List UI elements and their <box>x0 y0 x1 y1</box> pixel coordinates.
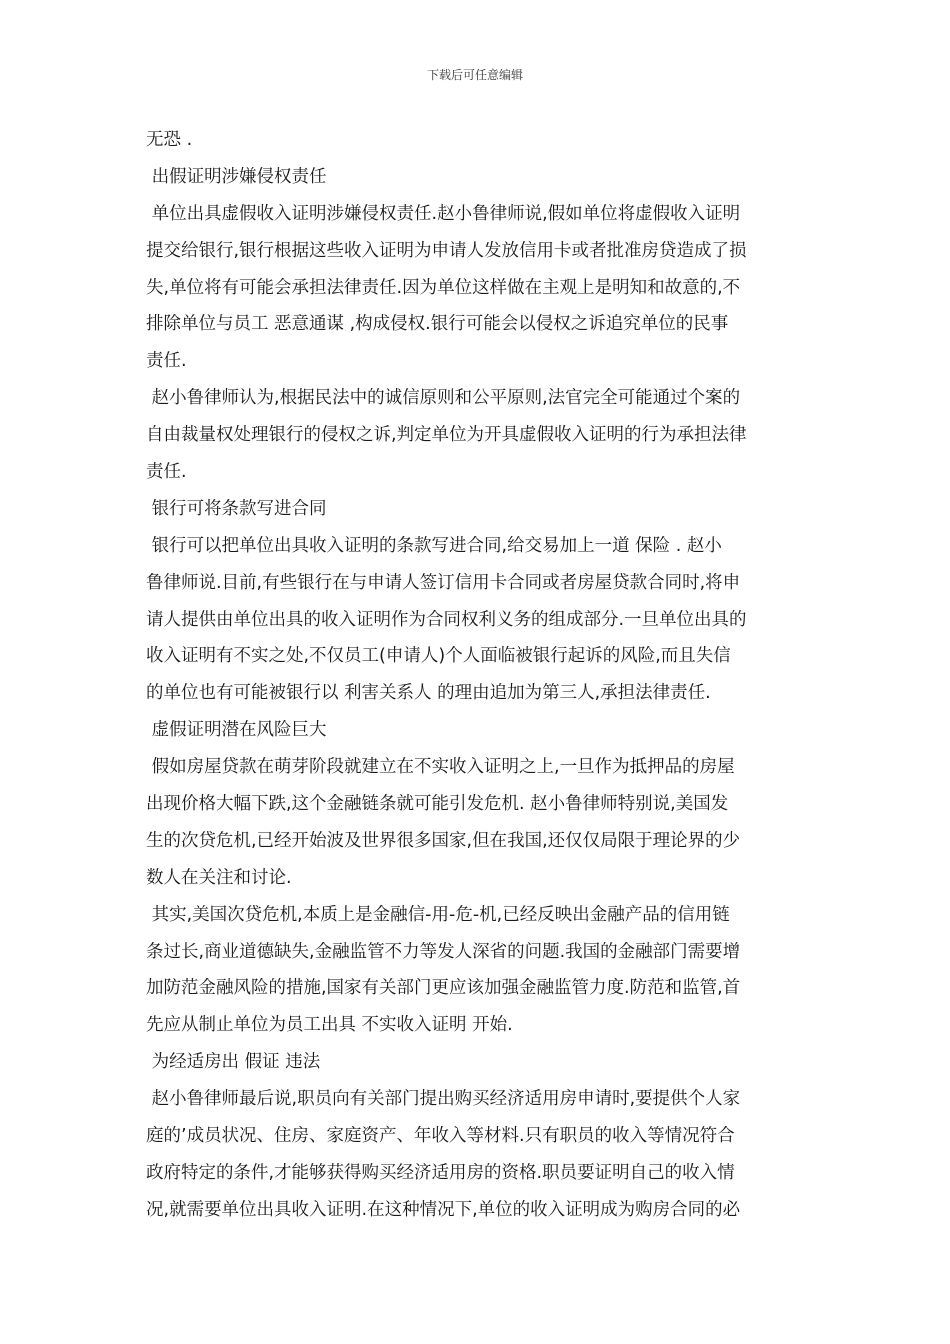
text-line: 赵小鲁律师最后说,职员向有关部门提出购买经济适用房申请时,要提供个人家 <box>146 1089 741 1110</box>
text-line: 政府特定的条件,才能够获得购买经济适用房的资格.职员要证明自己的收入情 <box>146 1162 735 1183</box>
text-line: 赵小鲁律师认为,根据民法中的诚信原则和公平原则,法官完全可能通过个案的 <box>146 388 741 409</box>
text-line: 责任. <box>146 351 187 372</box>
text-line: 排除单位与员工 恶意通谋 ,构成侵权.银行可能会以侵权之诉追究单位的民事 <box>146 314 729 335</box>
section-heading: 虚假证明潜在风险巨大 <box>146 720 327 741</box>
text-line: 庭的’成员状况、住房、家庭资产、年收入等材料.只有职员的收入等情况符合 <box>146 1126 735 1147</box>
text-line: 请人提供由单位出具的收入证明作为合同权利义务的组成部分.一旦单位出具的 <box>146 609 747 630</box>
document-body <box>146 126 826 1233</box>
text-line: 加防范金融风险的措施,国家有关部门更应该加强金融监管力度.防范和监管,首 <box>146 978 741 999</box>
text-line: 自由裁量权处理银行的侵权之诉,判定单位为开具虚假收入证明的行为承担法律 <box>146 425 747 446</box>
section-heading: 为经适房出 假证 违法 <box>146 1052 321 1073</box>
text-line: 数人在关注和讨论. <box>146 867 292 888</box>
text-line: 条过长,商业道德缺失,金融监管不力等发人深省的问题.我国的金融部门需要增 <box>146 941 741 962</box>
text-line: 假如房屋贷款在萌芽阶段就建立在不实收入证明之上,一旦作为抵押品的房屋 <box>146 757 735 778</box>
text-line: 收入证明有不实之处,不仅员工(申请人)个人面临被银行起诉的风险,而且失信 <box>146 646 731 667</box>
section-heading: 银行可将条款写进合同 <box>146 498 327 519</box>
page-header: 下载后可任意编辑 <box>426 68 523 82</box>
text-line: 提交给银行,银行根据这些收入证明为申请人发放信用卡或者批准房贷造成了损 <box>146 240 747 261</box>
section-heading: 出假证明涉嫌侵权责任 <box>146 166 327 187</box>
text-line: 其实,美国次贷危机,本质上是金融信-用-危-机,已经反映出金融产品的信用链 <box>146 904 730 925</box>
text-line: 无恐 . <box>146 130 193 150</box>
text-line: 鲁律师说.目前,有些银行在与申请人签订信用卡合同或者房屋贷款合同时,将申 <box>146 572 741 593</box>
text-line: 况,就需要单位出具收入证明.在这种情况下,单位的收入证明成为购房合同的必 <box>146 1199 741 1220</box>
text-line: 的单位也有可能被银行以 利害关系人 的理由追加为第三人,承担法律责任. <box>146 683 711 704</box>
text-line: 出现价格大幅下跌,这个金融链条就可能引发危机. 赵小鲁律师特别说,美国发 <box>146 794 729 815</box>
text-line: 责任. <box>146 462 187 483</box>
text-line: 生的次贷危机,已经开始波及世界很多国家,但在我国,还仅仅局限于理论界的少 <box>146 830 741 851</box>
text-line: 银行可以把单位出具收入证明的条款写进合同,给交易加上一道 保险 . 赵小 <box>146 535 722 556</box>
text-line: 单位出具虚假收入证明涉嫌侵权责任.赵小鲁律师说,假如单位将虚假收入证明 <box>146 203 741 224</box>
text-line: 失,单位将有可能会承担法律责任.因为单位这样做在主观上是明知和故意的,不 <box>146 277 741 298</box>
text-line: 先应从制止单位为员工出具 不实收入证明 开始. <box>146 1015 513 1036</box>
